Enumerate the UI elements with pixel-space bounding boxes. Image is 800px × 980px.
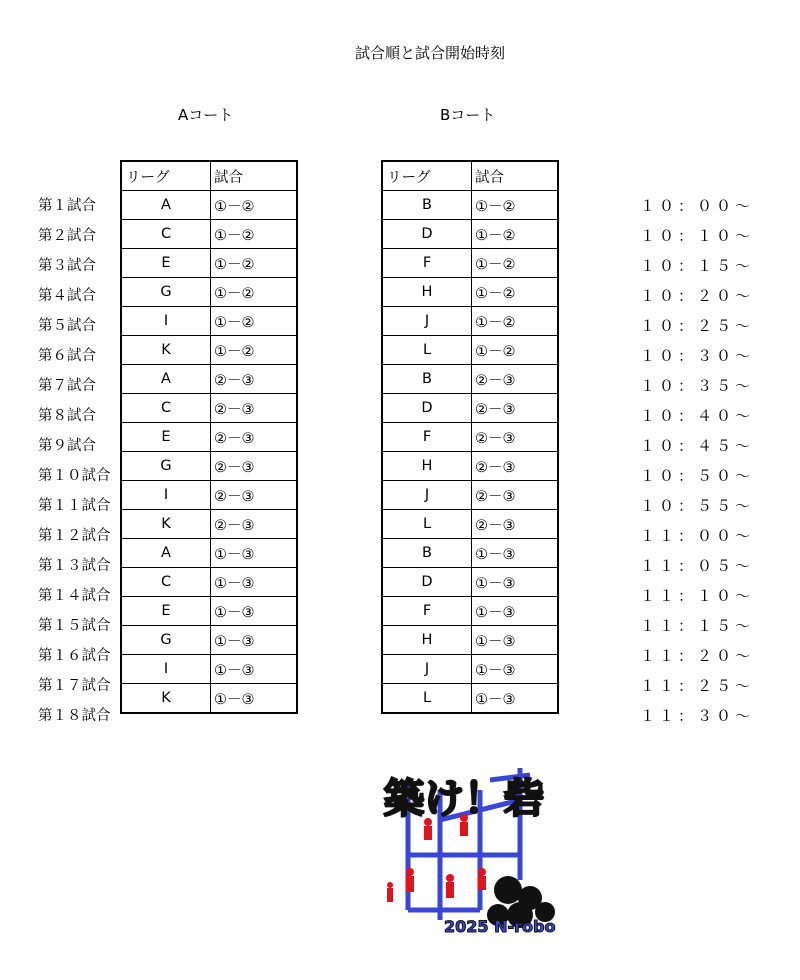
start-time: １１：０５～ [640, 557, 755, 575]
match-cell: ①－② [211, 336, 298, 365]
match-cell: ①－③ [211, 539, 298, 568]
match-cell: ①－③ [472, 626, 559, 655]
start-times [640, 191, 754, 731]
table-header-row [382, 161, 558, 191]
table-row [121, 452, 297, 481]
match-cell: ①－③ [211, 597, 298, 626]
start-time: １０：１０～ [640, 227, 755, 245]
round-label: 第２試合 [38, 228, 96, 244]
match-cell: ①－③ [472, 597, 559, 626]
league-cell: L [382, 510, 472, 539]
start-time: １１：１５～ [640, 617, 755, 635]
league-cell: B [382, 365, 472, 394]
table-row [382, 510, 558, 539]
league-cell: K [121, 684, 211, 714]
start-time: １１：２５～ [640, 677, 755, 695]
start-time: １１：００～ [640, 527, 755, 545]
table-row [382, 336, 558, 365]
league-cell: F [382, 597, 472, 626]
round-label: 第１１試合 [38, 498, 111, 514]
round-label: 第１試合 [38, 198, 96, 214]
match-cell: ①－② [472, 249, 559, 278]
league-cell: G [121, 278, 211, 307]
league-cell: G [121, 626, 211, 655]
league-cell: J [382, 655, 472, 684]
league-cell: H [382, 452, 472, 481]
table-row [121, 539, 297, 568]
header-match: 試合 [472, 161, 559, 191]
logo-text-main: 築け！砦 [384, 776, 544, 822]
match-cell: ②－③ [472, 481, 559, 510]
round-label: 第５試合 [38, 318, 96, 334]
match-cell: ①－③ [472, 684, 559, 714]
league-cell: E [121, 249, 211, 278]
round-label: 第１０試合 [38, 468, 111, 484]
table-row [382, 481, 558, 510]
match-cell: ①－② [472, 278, 559, 307]
table-row [121, 626, 297, 655]
header-league: リーグ [382, 161, 472, 191]
match-cell: ①－③ [472, 568, 559, 597]
round-label: 第１５試合 [38, 618, 111, 634]
court-b-label: Bコート [440, 106, 496, 124]
table-row [121, 597, 297, 626]
start-time: １０：４０～ [640, 407, 755, 425]
table-row [382, 220, 558, 249]
league-cell: A [121, 539, 211, 568]
start-time: １０：３０～ [640, 347, 755, 365]
event-logo [380, 760, 566, 938]
league-cell: B [382, 539, 472, 568]
table-row [121, 365, 297, 394]
start-time: １１：１０～ [640, 587, 755, 605]
table-row [121, 510, 297, 539]
start-time: １０：４５～ [640, 437, 755, 455]
table-row [382, 655, 558, 684]
match-cell: ②－③ [472, 510, 559, 539]
table-row [382, 307, 558, 336]
table-row [382, 191, 558, 220]
league-cell: A [121, 365, 211, 394]
table-row [121, 249, 297, 278]
league-cell: C [121, 394, 211, 423]
table-row [382, 249, 558, 278]
league-cell: F [382, 423, 472, 452]
table-row [382, 423, 558, 452]
round-label: 第１３試合 [38, 558, 111, 574]
match-cell: ①－③ [472, 655, 559, 684]
start-time: １０：１５～ [640, 257, 755, 275]
table-row [382, 452, 558, 481]
table-row [382, 365, 558, 394]
league-cell: I [121, 307, 211, 336]
start-time: １０：５０～ [640, 467, 755, 485]
start-time: １１：３０～ [640, 707, 755, 725]
match-cell: ②－③ [472, 423, 559, 452]
league-cell: L [382, 684, 472, 714]
match-cell: ②－③ [472, 452, 559, 481]
start-time: １０：２５～ [640, 317, 755, 335]
match-cell: ①－② [211, 220, 298, 249]
table-row [121, 336, 297, 365]
table-row [382, 394, 558, 423]
table-row [121, 191, 297, 220]
league-cell: L [382, 336, 472, 365]
match-cell: ②－③ [211, 423, 298, 452]
round-label: 第１８試合 [38, 708, 111, 724]
header-match: 試合 [211, 161, 298, 191]
league-cell: K [121, 510, 211, 539]
header-league: リーグ [121, 161, 211, 191]
court-b-table [381, 160, 559, 714]
match-cell: ①－② [211, 278, 298, 307]
match-cell: ①－③ [211, 626, 298, 655]
match-cell: ②－③ [211, 394, 298, 423]
table-row [121, 307, 297, 336]
start-time: １１：２０～ [640, 647, 755, 665]
start-time: １０：５５～ [640, 497, 755, 515]
match-cell: ②－③ [472, 394, 559, 423]
page-title: 試合順と試合開始時刻 [354, 44, 505, 62]
round-label: 第７試合 [38, 378, 96, 394]
logo-text-sub: 2025 N-robo [444, 917, 556, 936]
table-header-row [121, 161, 297, 191]
league-cell: F [382, 249, 472, 278]
league-cell: D [382, 394, 472, 423]
match-cell: ①－② [472, 191, 559, 220]
round-label: 第１２試合 [38, 528, 111, 544]
round-label: 第１７試合 [38, 678, 111, 694]
match-cell: ②－③ [211, 365, 298, 394]
match-cell: ①－③ [211, 568, 298, 597]
table-row [121, 568, 297, 597]
round-label: 第８試合 [38, 408, 96, 424]
league-cell: K [121, 336, 211, 365]
league-cell: J [382, 307, 472, 336]
table-row [121, 481, 297, 510]
match-cell: ①－② [211, 191, 298, 220]
match-cell: ②－③ [211, 510, 298, 539]
match-cell: ①－② [472, 307, 559, 336]
round-label: 第４試合 [38, 288, 96, 304]
table-row [382, 684, 558, 714]
round-label: 第９試合 [38, 438, 96, 454]
table-row [121, 394, 297, 423]
league-cell: H [382, 626, 472, 655]
table-row [382, 278, 558, 307]
match-cell: ②－③ [211, 452, 298, 481]
table-row [121, 278, 297, 307]
round-label: 第６試合 [38, 348, 96, 364]
league-cell: B [382, 191, 472, 220]
league-cell: J [382, 481, 472, 510]
league-cell: C [121, 220, 211, 249]
round-label: 第１６試合 [38, 648, 111, 664]
league-cell: D [382, 568, 472, 597]
match-cell: ①－② [472, 336, 559, 365]
league-cell: I [121, 481, 211, 510]
league-cell: G [121, 452, 211, 481]
match-cell: ②－③ [472, 365, 559, 394]
table-row [121, 220, 297, 249]
match-cell: ②－③ [211, 481, 298, 510]
league-cell: A [121, 191, 211, 220]
table-row [382, 597, 558, 626]
league-cell: C [121, 568, 211, 597]
round-labels [38, 191, 111, 731]
match-cell: ①－② [211, 249, 298, 278]
start-time: １０：２０～ [640, 287, 755, 305]
court-a-label: Aコート [178, 106, 234, 124]
round-label: 第３試合 [38, 258, 96, 274]
table-row [382, 539, 558, 568]
match-cell: ①－③ [472, 539, 559, 568]
league-cell: D [382, 220, 472, 249]
start-time: １０：００～ [640, 197, 755, 215]
start-time: １０：３５～ [640, 377, 755, 395]
table-row [121, 423, 297, 452]
table-row [382, 626, 558, 655]
table-row [382, 568, 558, 597]
round-label: 第１４試合 [38, 588, 111, 604]
match-cell: ①－② [472, 220, 559, 249]
league-cell: E [121, 597, 211, 626]
table-row [121, 655, 297, 684]
match-cell: ①－③ [211, 655, 298, 684]
match-cell: ①－③ [211, 684, 298, 714]
league-cell: H [382, 278, 472, 307]
league-cell: E [121, 423, 211, 452]
league-cell: I [121, 655, 211, 684]
court-a-table [120, 160, 298, 714]
table-row [121, 684, 297, 714]
match-cell: ①－② [211, 307, 298, 336]
